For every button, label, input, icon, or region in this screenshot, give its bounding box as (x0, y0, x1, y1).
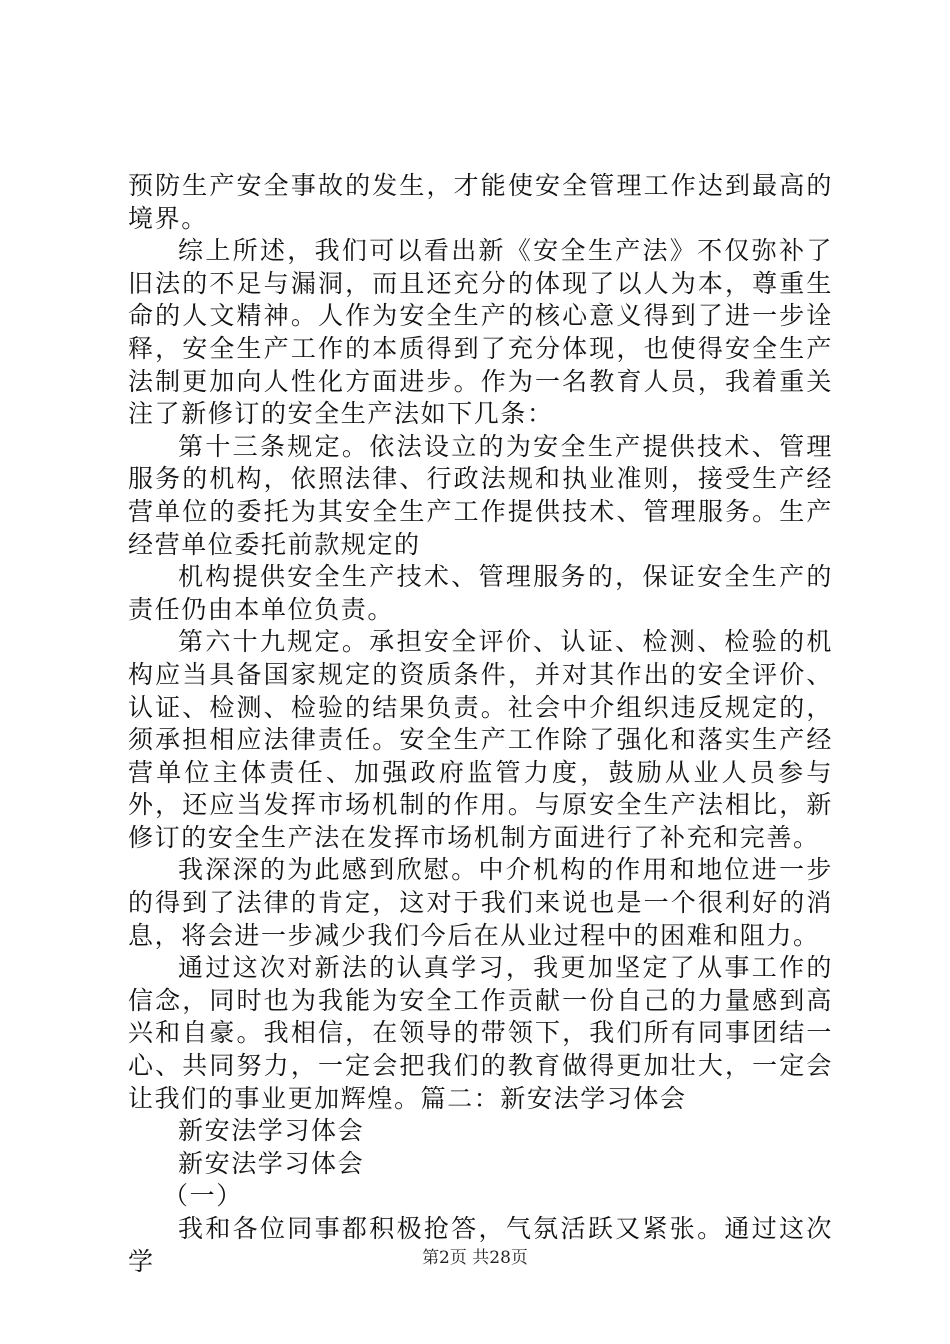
heading-line-1: 新安法学习体会 (178, 1116, 365, 1146)
paragraph-5: 第六十九规定。承担安全评价、认证、检测、检验的机构应当具备国家规定的资质条件，并对其作出的安全评价、认证、检测、检验的结果负责。社会中介组织违反规定的，须承担相应法律责任。安全生产工作除了强化和落实生产经营单位主体责任、加强政府监管力度，鼓励从业人员参与外，还应当发挥市场机制的作用。与原安全生产法相比，新修订的安全生产法在发挥市场机制方面进行了补充和完善。 (128, 627, 833, 852)
paragraph-2: 综上所述，我们可以看出新《安全生产法》不仅弥补了旧法的不足与漏洞，而且还充分的体现了以人为本，尊重生命的人文精神。人作为安全生产的核心意义得到了进一步诠释，安全生产工作的本质得到了充分体现，也使得安全生产法制更加向人性化方面进步。作为一名教育人员，我着重关注了新修订的安全生产法如下几条： (128, 236, 833, 429)
paragraph-7: 通过这次对新法的认真学习，我更加坚定了从事工作的信念，同时也为我能为安全工作贡献一份自己的力量感到高兴和自豪。我相信，在领导的带领下，我们所有同事团结一心、共同努力，一定会把我们的教育做得更加壮大，一定会让我们的事业更加辉煌。篇二：新安法学习体会 (128, 953, 833, 1113)
page-footer: 第2页 共28页 (422, 1248, 528, 1268)
section-marker: （一） (163, 1181, 243, 1211)
paragraph-1: 预防生产安全事故的发生，才能使安全管理工作达到最高的境界。 (128, 171, 833, 233)
paragraph-4: 机构提供安全生产技术、管理服务的，保证安全生产的责任仍由本单位负责。 (128, 562, 833, 624)
paragraph-8: 我和各位同事都积极抢答，气氛活跃又紧张。通过这次学 (128, 1214, 833, 1276)
paragraph-3: 第十三条规定。依法设立的为安全生产提供技术、管理服务的机构，依照法律、行政法规和执业准则，接受生产经营单位的委托为其安全生产工作提供技术、管理服务。生产经营单位委托前款规定的 (128, 431, 833, 559)
heading-line-2: 新安法学习体会 (178, 1148, 365, 1178)
document-body (128, 170, 833, 1278)
paragraph-6: 我深深的为此感到欣慰。中介机构的作用和地位进一步的得到了法律的肯定，这对于我们来说也是一个很利好的消息，将会进一步减少我们今后在从业过程中的困难和阻力。 (128, 855, 833, 950)
